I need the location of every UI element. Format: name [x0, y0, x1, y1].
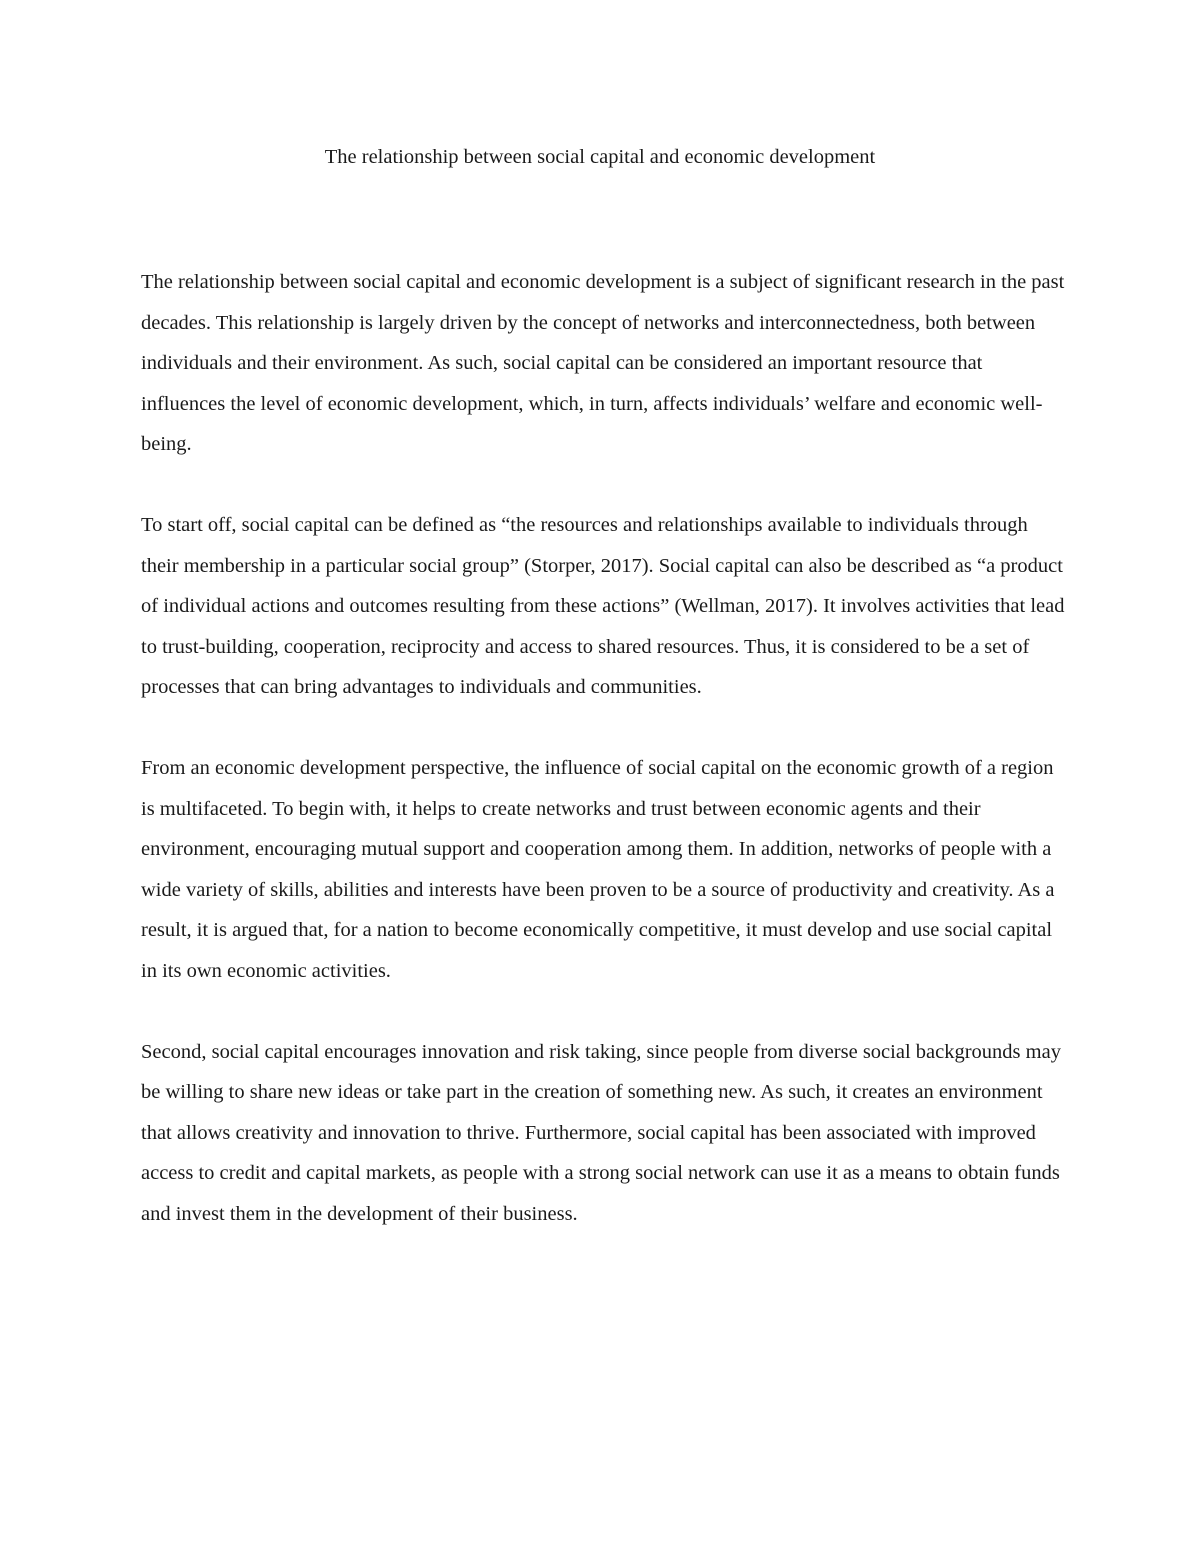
paragraph-3: From an economic development perspective, the influence of social capital on the economic growth of a region is multifaceted. To begin with, it helps to create networks and trust between economic agents and their environment, encouraging mutual support and cooperation among them. In addition, networks of people with a wide variety of skills, abilities and interests have been proven to be a source of productivity and creativity. As a result, it is argued that, for a nation to become economically competitive, it must develop and use social capital in its own economic activities. — [141, 757, 1055, 982]
document-body — [141, 262, 1066, 1275]
paragraph-2: To start off, social capital can be defined as “the resources and relationships available to individuals through their membership in a particular social group” (Storper, 2017). Social capital can also be described as “a product of individual actions and outcomes resulting from these actions” (Wellman, 2017). It involves activities that lead to trust-building, cooperation, reciprocity and access to shared resources. Thus, it is considered to be a set of processes that can bring advantages to individuals and communities. — [141, 514, 1065, 698]
document-title: The relationship between social capital and economic development — [324, 146, 876, 168]
paragraph-1: The relationship between social capital and economic development is a subject of significant research in the past decades. This relationship is largely driven by the concept of networks and interconnectedness, both between individuals and their environment. As such, social capital can be considered an important resource that influences the level of economic development, which, in turn, affects individuals’ welfare and economic well-being. — [141, 271, 1065, 455]
paragraph-4: Second, social capital encourages innovation and risk taking, since people from diverse social backgrounds may be willing to share new ideas or take part in the creation of something new. As such, it creates an environment that allows creativity and innovation to thrive. Furthermore, social capital has been associated with improved access to credit and capital markets, as people with a strong social network can use it as a means to obtain funds and invest them in the development of their business. — [141, 1040, 1061, 1225]
